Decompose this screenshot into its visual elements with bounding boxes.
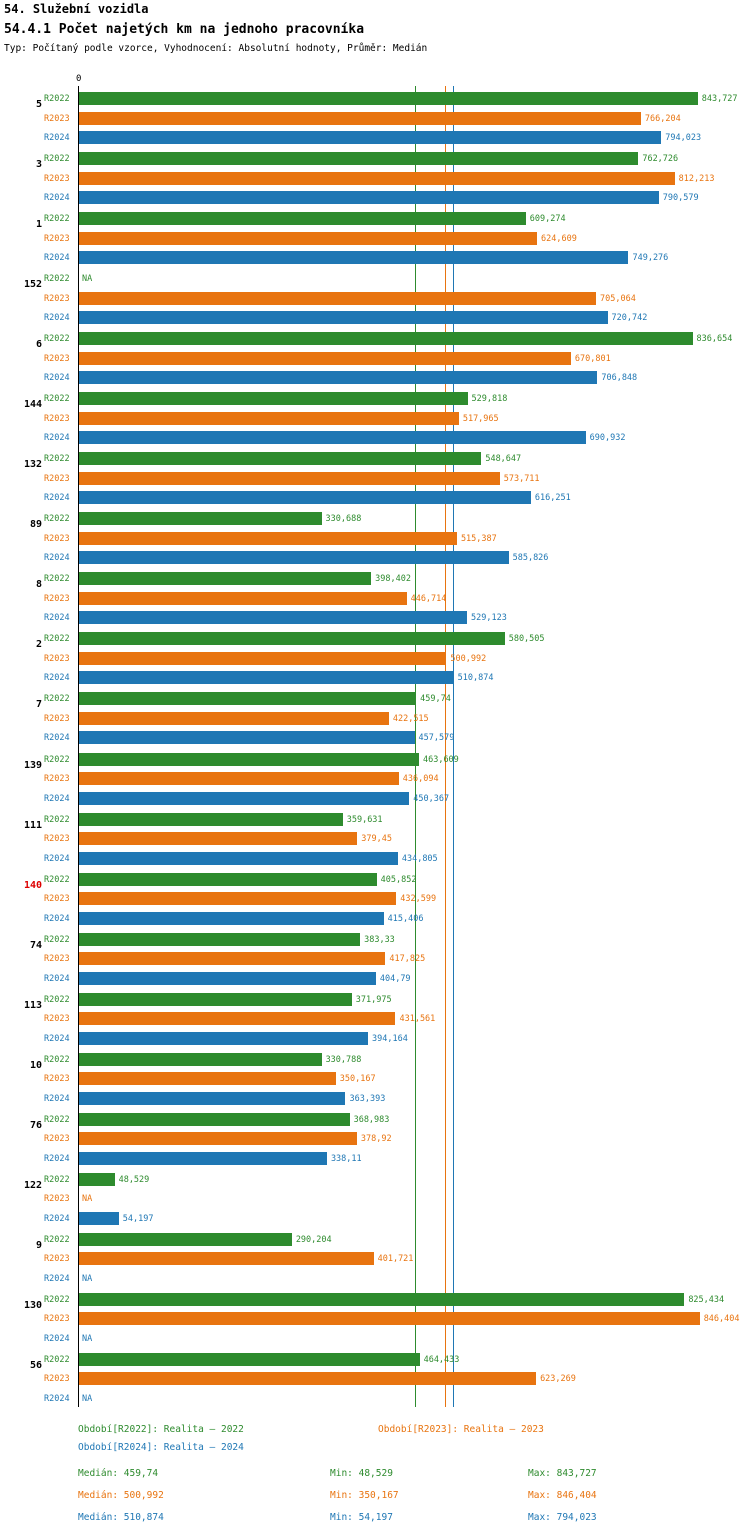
axis-zero-label: 0 xyxy=(76,74,82,84)
bar xyxy=(79,131,661,144)
series-tick-label: R2024 xyxy=(44,793,70,804)
bar-na-label: NA xyxy=(82,1393,93,1404)
bar xyxy=(79,632,505,645)
group-label: 113 xyxy=(23,999,42,1011)
series-tick-label: R2023 xyxy=(44,1074,70,1085)
bar-value-label: 510,874 xyxy=(457,673,494,684)
bar xyxy=(79,472,500,485)
bar xyxy=(79,873,377,886)
group-label: 10 xyxy=(29,1059,42,1071)
series-tick-label: R2024 xyxy=(44,1393,70,1404)
bar-value-label: 431,561 xyxy=(399,1014,436,1025)
bar-value-label: 790,579 xyxy=(662,193,699,204)
bar xyxy=(79,1092,345,1105)
bar xyxy=(79,191,659,204)
bar xyxy=(79,251,628,264)
series-tick-label: R2023 xyxy=(44,954,70,965)
series-tick-label: R2024 xyxy=(44,133,70,143)
bar xyxy=(79,1312,700,1325)
group-label: 130 xyxy=(23,1299,42,1311)
group-label: 74 xyxy=(29,939,42,951)
bar-value-label: 517,965 xyxy=(462,413,499,424)
bar-value-label: 405,852 xyxy=(380,874,417,885)
group-label: 2 xyxy=(35,639,42,651)
bar-value-label: 580,505 xyxy=(508,634,545,645)
bar-value-label: 350,167 xyxy=(339,1074,376,1085)
series-tick-label: R2023 xyxy=(44,1134,70,1145)
bar-value-label: 48,529 xyxy=(118,1174,150,1185)
bar xyxy=(79,412,459,425)
series-tick-label: R2022 xyxy=(44,1234,70,1245)
series-tick-label: R2022 xyxy=(44,454,70,465)
series-tick-label: R2022 xyxy=(44,634,70,645)
bar xyxy=(79,352,571,365)
bar-value-label: 720,742 xyxy=(611,313,648,324)
bar xyxy=(79,172,675,185)
group-label: 144 xyxy=(23,399,42,411)
series-tick-label: R2024 xyxy=(44,733,70,744)
series-tick-label: R2022 xyxy=(44,1114,70,1125)
bar xyxy=(79,332,693,345)
bar-value-label: 417,825 xyxy=(389,954,426,965)
bar xyxy=(79,311,608,324)
bar xyxy=(79,1212,119,1225)
series-tick-label: R2023 xyxy=(44,834,70,845)
group-label: 8 xyxy=(35,579,42,591)
bar-value-label: 812,213 xyxy=(678,173,715,184)
series-tick-label: R2023 xyxy=(44,533,70,544)
bar-value-label: 394,164 xyxy=(372,1033,408,1044)
bar-value-label: 843,727 xyxy=(701,94,738,104)
bar-value-label: 706,848 xyxy=(601,373,638,384)
series-tick-label: R2023 xyxy=(44,1254,70,1265)
series-tick-label: R2024 xyxy=(44,1333,70,1344)
series-tick-label: R2022 xyxy=(44,994,70,1005)
bar xyxy=(79,1012,395,1025)
legend-stat-max: Max: 794,023 xyxy=(528,1512,597,1523)
bar-value-label: 54,197 xyxy=(122,1213,154,1224)
bar xyxy=(79,772,399,785)
bar-value-label: 623,269 xyxy=(540,1374,576,1385)
bar-value-label: 500,992 xyxy=(450,653,487,664)
series-tick-label: R2022 xyxy=(44,94,70,104)
series-tick-label: R2022 xyxy=(44,154,70,165)
bar-value-label: 398,402 xyxy=(375,574,411,585)
group-label: 9 xyxy=(35,1239,42,1251)
series-tick-label: R2022 xyxy=(44,934,70,945)
bar xyxy=(79,512,322,525)
series-tick-label: R2022 xyxy=(44,1354,70,1365)
bar-value-label: 330,788 xyxy=(325,1054,362,1065)
group-label: 3 xyxy=(35,159,42,171)
bar xyxy=(79,1132,357,1145)
bar xyxy=(79,852,398,865)
series-tick-label: R2024 xyxy=(44,253,70,264)
series-tick-label: R2023 xyxy=(44,293,70,304)
group-label: 122 xyxy=(23,1179,42,1191)
bar-value-label: 609,274 xyxy=(529,214,566,225)
bar xyxy=(79,1353,420,1366)
bar-value-label: 836,654 xyxy=(696,334,733,345)
y-axis-line xyxy=(78,86,79,1407)
bar xyxy=(79,912,384,925)
bar-value-label: 450,367 xyxy=(413,793,450,804)
bar xyxy=(79,792,409,805)
bar xyxy=(79,652,446,665)
series-tick-label: R2024 xyxy=(44,553,70,564)
series-tick-label: R2022 xyxy=(44,874,70,885)
bar-value-label: 749,276 xyxy=(632,253,669,264)
bar-value-label: 825,434 xyxy=(688,1294,725,1305)
series-tick-label: R2024 xyxy=(44,1033,70,1044)
bar xyxy=(79,371,597,384)
bar-na-label: NA xyxy=(82,274,93,285)
bar xyxy=(79,152,638,165)
chart-title: 54.4.1 Počet najetých km na jednoho pracovníka xyxy=(4,22,365,37)
bar-value-label: 378,92 xyxy=(360,1134,392,1145)
series-tick-label: R2022 xyxy=(44,1174,70,1185)
series-tick-label: R2022 xyxy=(44,814,70,825)
bar xyxy=(79,753,419,766)
bar xyxy=(79,1152,327,1165)
series-tick-label: R2023 xyxy=(44,1014,70,1025)
bar xyxy=(79,832,357,845)
bar-value-label: 690,932 xyxy=(589,433,626,444)
bar-value-label: 616,251 xyxy=(534,493,571,504)
group-label: 152 xyxy=(23,279,42,291)
legend-stat-median: Medián: 510,874 xyxy=(78,1512,164,1523)
bar xyxy=(79,452,481,465)
bar-value-label: 794,023 xyxy=(665,133,702,143)
series-tick-label: R2022 xyxy=(44,394,70,405)
bar xyxy=(79,1293,684,1306)
legend-stat-max: Max: 846,404 xyxy=(528,1490,597,1501)
bar xyxy=(79,993,352,1006)
bar xyxy=(79,1252,374,1265)
series-tick-label: R2022 xyxy=(44,1054,70,1065)
bar-value-label: 446,714 xyxy=(410,593,447,604)
bar-value-label: 529,818 xyxy=(471,394,508,405)
series-tick-label: R2024 xyxy=(44,313,70,324)
series-tick-label: R2022 xyxy=(44,514,70,525)
bar-value-label: 338,11 xyxy=(330,1153,362,1164)
group-label: 7 xyxy=(35,699,42,711)
bar xyxy=(79,592,407,605)
legend-stat-min: Min: 350,167 xyxy=(330,1490,399,1501)
bar-value-label: 548,647 xyxy=(485,454,522,465)
bar xyxy=(79,1173,115,1186)
bar-value-label: 432,599 xyxy=(400,894,437,905)
bar-value-label: 670,801 xyxy=(574,353,611,364)
series-tick-label: R2023 xyxy=(44,473,70,484)
group-label: 1 xyxy=(35,219,42,231)
bar-value-label: 422,515 xyxy=(392,713,429,724)
bar xyxy=(79,292,596,305)
bar-value-label: 766,204 xyxy=(644,113,681,124)
bar xyxy=(79,1233,292,1246)
bar xyxy=(79,972,376,985)
group-label: 132 xyxy=(23,459,42,471)
series-tick-label: R2022 xyxy=(44,1294,70,1305)
median-gridline-r2024 xyxy=(453,86,454,1407)
series-tick-label: R2023 xyxy=(44,233,70,244)
bar xyxy=(79,933,360,946)
bar xyxy=(79,491,531,504)
legend-stat-min: Min: 48,529 xyxy=(330,1468,393,1479)
bar xyxy=(79,431,586,444)
group-label: 89 xyxy=(29,519,42,531)
bar xyxy=(79,712,389,725)
bar-value-label: 529,123 xyxy=(471,613,507,624)
bar xyxy=(79,1372,536,1385)
bar xyxy=(79,952,385,965)
bar xyxy=(79,611,467,624)
series-tick-label: R2024 xyxy=(44,1273,70,1284)
group-label: 5 xyxy=(35,99,42,110)
series-tick-label: R2024 xyxy=(44,1153,70,1164)
bar-value-label: 585,826 xyxy=(512,553,549,564)
bar xyxy=(79,572,371,585)
bar xyxy=(79,232,537,245)
group-label: 6 xyxy=(35,339,42,351)
bar-value-label: 463,609 xyxy=(422,754,459,765)
bar-value-label: 330,688 xyxy=(325,514,362,525)
series-tick-label: R2024 xyxy=(44,1093,70,1104)
bar-value-label: 464,433 xyxy=(423,1354,460,1365)
legend-stat-median: Medián: 459,74 xyxy=(78,1468,159,1479)
series-tick-label: R2022 xyxy=(44,274,70,285)
group-label: 139 xyxy=(23,759,42,771)
bar xyxy=(79,1032,368,1045)
bar-value-label: 434,805 xyxy=(401,853,438,864)
bar-value-label: 371,975 xyxy=(355,994,392,1005)
legend-series-label: Období[R2024]: Realita — 2024 xyxy=(78,1442,244,1453)
series-tick-label: R2024 xyxy=(44,973,70,984)
bar-value-label: 573,711 xyxy=(503,473,540,484)
series-tick-label: R2023 xyxy=(44,593,70,604)
series-tick-label: R2024 xyxy=(44,853,70,864)
bar xyxy=(79,731,415,744)
series-tick-label: R2024 xyxy=(44,1213,70,1224)
bar xyxy=(79,112,641,125)
series-tick-label: R2023 xyxy=(44,173,70,184)
bar xyxy=(79,1053,322,1066)
series-tick-label: R2023 xyxy=(44,1194,70,1205)
page-title: 54. Služební vozidla xyxy=(4,2,149,16)
bar xyxy=(79,92,698,105)
legend-stat-max: Max: 843,727 xyxy=(528,1468,597,1479)
median-gridline-r2023 xyxy=(445,86,446,1407)
chart-meta: Typ: Počítaný podle vzorce, Vyhodnocení: Absolutní hodnoty, Průměr: Medián xyxy=(4,43,428,54)
bar xyxy=(79,892,396,905)
bar xyxy=(79,1072,336,1085)
legend-stat-median: Medián: 500,992 xyxy=(78,1490,164,1501)
bar-value-label: 363,393 xyxy=(349,1093,386,1104)
series-tick-label: R2024 xyxy=(44,613,70,624)
bar-value-label: 515,387 xyxy=(460,533,497,544)
bar xyxy=(79,692,416,705)
series-tick-label: R2022 xyxy=(44,214,70,225)
series-tick-label: R2022 xyxy=(44,754,70,765)
series-tick-label: R2022 xyxy=(44,334,70,345)
series-tick-label: R2023 xyxy=(44,653,70,664)
bar-value-label: 705,064 xyxy=(600,293,636,304)
group-label: 56 xyxy=(29,1359,42,1371)
bar-value-label: 404,79 xyxy=(379,973,411,984)
bar xyxy=(79,532,457,545)
bar xyxy=(79,212,526,225)
bar-na-label: NA xyxy=(82,1273,93,1284)
series-tick-label: R2023 xyxy=(44,1314,70,1325)
bar-value-label: 290,204 xyxy=(295,1234,332,1245)
bar-value-label: 379,45 xyxy=(361,834,392,845)
series-tick-label: R2024 xyxy=(44,493,70,504)
series-tick-label: R2024 xyxy=(44,433,70,444)
series-tick-label: R2023 xyxy=(44,413,70,424)
median-gridline-r2022 xyxy=(415,86,416,1407)
series-tick-label: R2023 xyxy=(44,894,70,905)
bar xyxy=(79,1113,350,1126)
legend-series-label: Období[R2023]: Realita — 2023 xyxy=(378,1424,544,1435)
bar-na-label: NA xyxy=(82,1194,93,1205)
group-label: 76 xyxy=(29,1119,42,1131)
series-tick-label: R2024 xyxy=(44,673,70,684)
series-tick-label: R2023 xyxy=(44,774,70,784)
legend-stat-min: Min: 54,197 xyxy=(330,1512,393,1523)
bar xyxy=(79,813,343,826)
series-tick-label: R2023 xyxy=(44,113,70,124)
bar-value-label: 846,404 xyxy=(703,1314,740,1325)
series-tick-label: R2023 xyxy=(44,1374,70,1385)
series-tick-label: R2022 xyxy=(44,694,70,705)
bar-value-label: 368,983 xyxy=(353,1114,390,1125)
group-label: 111 xyxy=(23,819,42,831)
series-tick-label: R2024 xyxy=(44,373,70,384)
series-tick-label: R2023 xyxy=(44,353,70,364)
bar-value-label: 457,579 xyxy=(418,733,455,744)
legend-series-label: Období[R2022]: Realita — 2022 xyxy=(78,1424,244,1435)
series-tick-label: R2024 xyxy=(44,913,70,924)
series-tick-label: R2023 xyxy=(44,713,70,724)
bar-value-label: 459,74 xyxy=(420,694,451,705)
bar-value-label: 383,33 xyxy=(364,934,395,945)
plot-area xyxy=(78,86,738,1407)
bar-value-label: 415,406 xyxy=(387,913,424,924)
bar-value-label: 401,721 xyxy=(377,1254,414,1265)
series-tick-label: R2022 xyxy=(44,574,70,585)
bar-value-label: 762,726 xyxy=(642,154,679,165)
bar-value-label: 436,094 xyxy=(402,774,439,784)
bar xyxy=(79,671,454,684)
bar-value-label: 359,631 xyxy=(346,814,383,825)
bar xyxy=(79,551,509,564)
group-label: 140 xyxy=(23,879,42,891)
bar-na-label: NA xyxy=(82,1333,93,1344)
bar xyxy=(79,392,468,405)
bar-value-label: 624,609 xyxy=(541,233,577,244)
series-tick-label: R2024 xyxy=(44,193,70,204)
